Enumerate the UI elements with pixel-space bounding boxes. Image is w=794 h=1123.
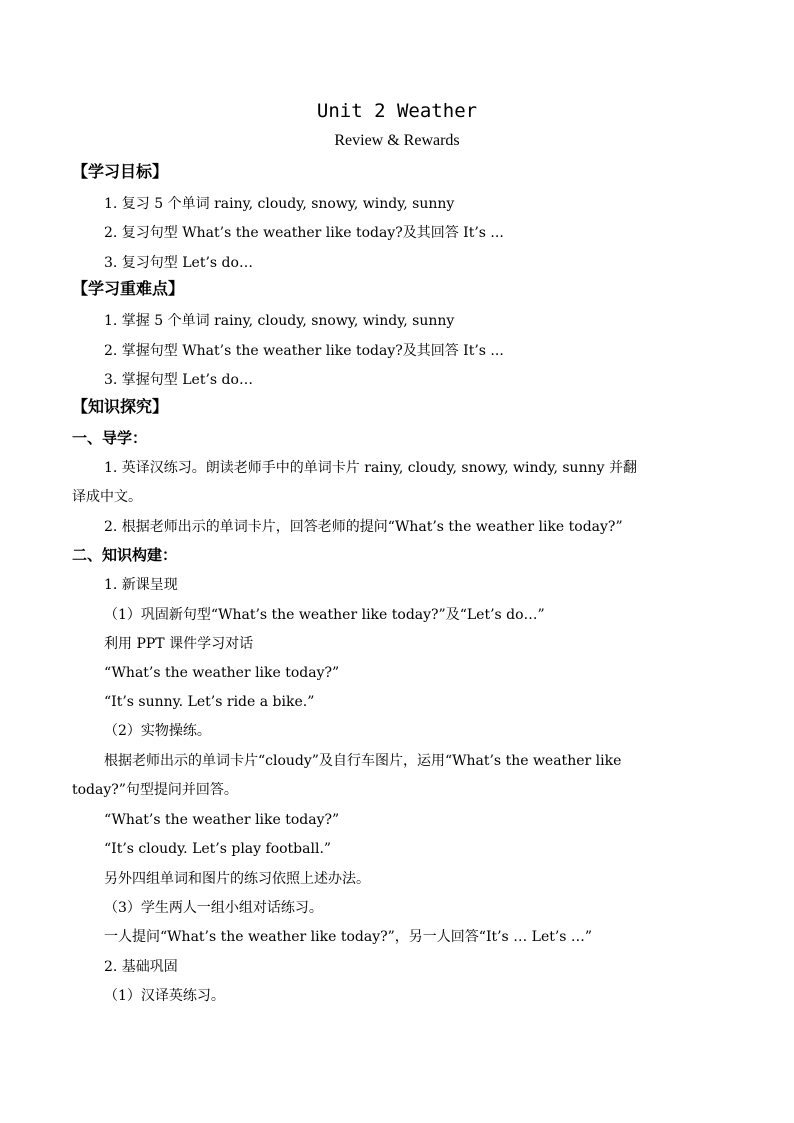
text-line: 3. 掌握句型 Let’s do…	[104, 372, 253, 388]
text-line: 2. 根据老师出示的单词卡片，回答老师的提问“What’s the weather like today?”	[104, 519, 623, 535]
document-subtitle: Review & Rewards	[334, 132, 460, 149]
text-line: 2. 掌握句型 What’s the weather like today?及其回答 It’s ...	[104, 343, 504, 359]
text-line: （1）汉译英练习。	[104, 988, 225, 1004]
text-line: 译成中文。	[72, 489, 142, 505]
text-line: “It’s sunny. Let’s ride a bike.”	[104, 694, 315, 710]
text-line: “What’s the weather like today?”	[104, 812, 340, 828]
text-line: 根据老师出示的单词卡片“cloudy”及自行车图片，运用“What’s the weather like	[104, 753, 622, 769]
text-line: “What’s the weather like today?”	[104, 665, 340, 681]
text-line: 1. 复习 5 个单词 rainy, cloudy, snowy, windy, sunny	[104, 196, 455, 212]
text-line: 利用 PPT 课件学习对话	[104, 636, 254, 652]
text-line: 2. 基础巩固	[104, 959, 178, 975]
text-line: 1. 英译汉练习。朗读老师手中的单词卡片 rainy, cloudy, snowy, windy, sunny 并翻	[104, 460, 637, 476]
text-line: 一人提问“What’s the weather like today?”，另一人回答“It’s … Let’s …”	[104, 929, 593, 945]
text-line: （2）实物操练。	[104, 723, 211, 739]
text-line: 2. 复习句型 What’s the weather like today?及其回答 It’s ...	[104, 225, 504, 241]
text-line: 1. 掌握 5 个单词 rainy, cloudy, snowy, windy, sunny	[104, 313, 455, 329]
subsection-heading: 一、导学：	[72, 429, 148, 447]
document-title: Unit 2 Weather	[316, 100, 478, 122]
text-line: 另外四组单词和图片的练习依照上述办法。	[104, 871, 370, 887]
text-line: today?”句型提问并回答。	[72, 782, 238, 798]
text-line: （1）巩固新句型“What’s the weather like today?”及“Let’s do…”	[104, 607, 545, 623]
text-line: 3. 复习句型 Let’s do…	[104, 255, 253, 271]
section-heading: 【学习重难点】	[72, 279, 185, 298]
subsection-heading: 二、知识构建：	[72, 546, 178, 564]
text-line: “It’s cloudy. Let’s play football.”	[104, 841, 332, 857]
section-heading: 【学习目标】	[72, 162, 169, 181]
section-heading: 【知识探究】	[72, 397, 169, 416]
text-line: 1. 新课呈现	[104, 577, 178, 593]
text-line: （3）学生两人一组小组对话练习。	[104, 900, 323, 916]
